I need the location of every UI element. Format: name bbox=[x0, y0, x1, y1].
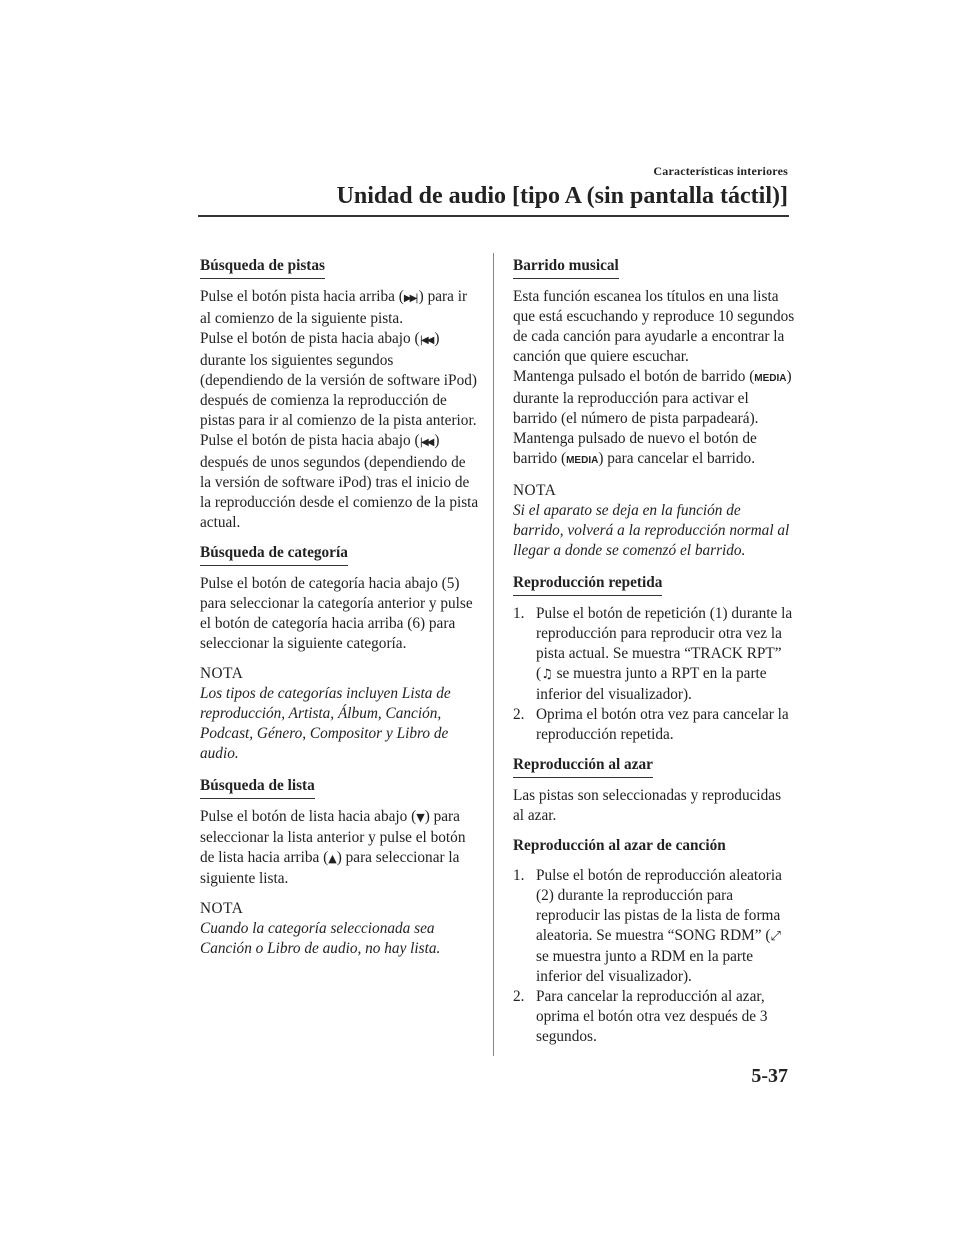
shuffle-icon: ⤢ bbox=[770, 929, 781, 944]
random-steps bbox=[513, 866, 795, 1047]
note-text: Cuando la categoría seleccionada sea Canción o Libro de audio, no hay lista. bbox=[200, 920, 441, 957]
repeat-steps bbox=[513, 604, 795, 745]
right-column bbox=[513, 256, 795, 1057]
header-divider bbox=[198, 215, 789, 217]
note-text: Los tipos de categorías incluyen Lista de reproducción, Artista, Álbum, Canción, Podcast, Género, Compositor y Libro de audio. bbox=[200, 685, 451, 762]
repeat-heading: Reproducción repetida bbox=[513, 573, 662, 596]
media-button-icon: MEDIA bbox=[566, 455, 599, 466]
list-item: 1. Pulse el botón de reproducción aleatoria (2) durante la reproducción para reproducir las pistas de la lista de forma aleatoria. Se muestra “SONG RDM” (⤢ se muestra junto a RDM en la parte inferior del visualizador). bbox=[513, 867, 782, 985]
note-label: NOTA bbox=[513, 482, 557, 499]
track-down-icon: |◀◀ bbox=[419, 437, 433, 448]
list-search-text: Pulse el botón de lista hacia abajo (▼) para seleccionar la lista anterior y pulse el botón de lista hacia arriba (▲) para seleccionar la siguiente lista. bbox=[200, 808, 466, 887]
note-label: NOTA bbox=[200, 665, 244, 682]
list-item: 2. Oprima el botón otra vez para cancelar la reproducción repetida. bbox=[513, 706, 789, 743]
media-button-icon: MEDIA bbox=[754, 373, 787, 384]
random-song-subheading: Reproducción al azar de canción bbox=[513, 837, 726, 854]
page-title: Unidad de audio [tipo A (sin pantalla táctil)] bbox=[336, 183, 788, 209]
track-up-icon: ▶▶| bbox=[403, 293, 417, 304]
note-label: NOTA bbox=[200, 900, 244, 917]
list-item: 2. Para cancelar la reproducción al azar, oprima el botón otra vez después de 3 segundos. bbox=[513, 988, 768, 1045]
column-divider bbox=[493, 253, 494, 1056]
triangle-down-icon: ▼ bbox=[416, 811, 425, 824]
category-search-heading: Búsqueda de categoría bbox=[200, 543, 348, 566]
page-number: 5-37 bbox=[751, 1065, 788, 1087]
track-down-icon: |◀◀ bbox=[419, 335, 433, 346]
random-text: Las pistas son seleccionadas y reproducidas al azar. bbox=[513, 787, 782, 824]
category-search-text: Pulse el botón de categoría hacia abajo (5) para seleccionar la categoría anterior y pulse el botón de categoría hacia arriba (6) para seleccionar la siguiente categoría. bbox=[200, 575, 473, 652]
repeat-note-icon: ♫ bbox=[541, 667, 553, 682]
list-item: 1. Pulse el botón de repetición (1) durante la reproducción para reproducir otra vez la pista actual. Se muestra “TRACK RPT” (♫ se muestra junto a RPT en la parte inferior del visualizador). bbox=[513, 605, 793, 703]
scan-paragraph: Esta función escanea los títulos en una lista que está escuchando y reproduce 10 segundos de cada canción para ayudarle a encontrar la canción que quiere escuchar. Mantenga pulsado el botón de barrido (MEDIA) durante la reproducción para activar el barrido (el número de pista parpadeará). Mantenga pulsado de nuevo el botón de barrido (MEDIA) para cancelar el barrido. bbox=[513, 288, 795, 467]
left-column bbox=[200, 256, 480, 971]
random-heading: Reproducción al azar bbox=[513, 755, 653, 778]
section-label: Características interiores bbox=[653, 164, 788, 178]
track-search-paragraph: Pulse el botón pista hacia arriba (▶▶| ) para ir al comienzo de la siguiente pista. Pulse el botón de pista hacia abajo (|◀◀ ) durante los siguientes segundos (dependiendo de la versión de software iPod) después de comienza la reproducción de pistas para ir al comienzo de la pista anterior. Pulse el botón de pista hacia abajo (|◀◀ ) después de unos segundos (dependiendo de la versión de software iPod) tras el inicio de la reproducción desde el comienzo de la pista actual. bbox=[200, 288, 479, 531]
track-search-heading: Búsqueda de pistas bbox=[200, 256, 325, 279]
list-search-heading: Búsqueda de lista bbox=[200, 776, 315, 799]
note-text: Si el aparato se deja en la función de barrido, volverá a la reproducción normal al llegar a donde se comenzó el barrido. bbox=[513, 502, 790, 559]
triangle-up-icon: ▲ bbox=[328, 852, 337, 865]
scan-heading: Barrido musical bbox=[513, 256, 619, 279]
